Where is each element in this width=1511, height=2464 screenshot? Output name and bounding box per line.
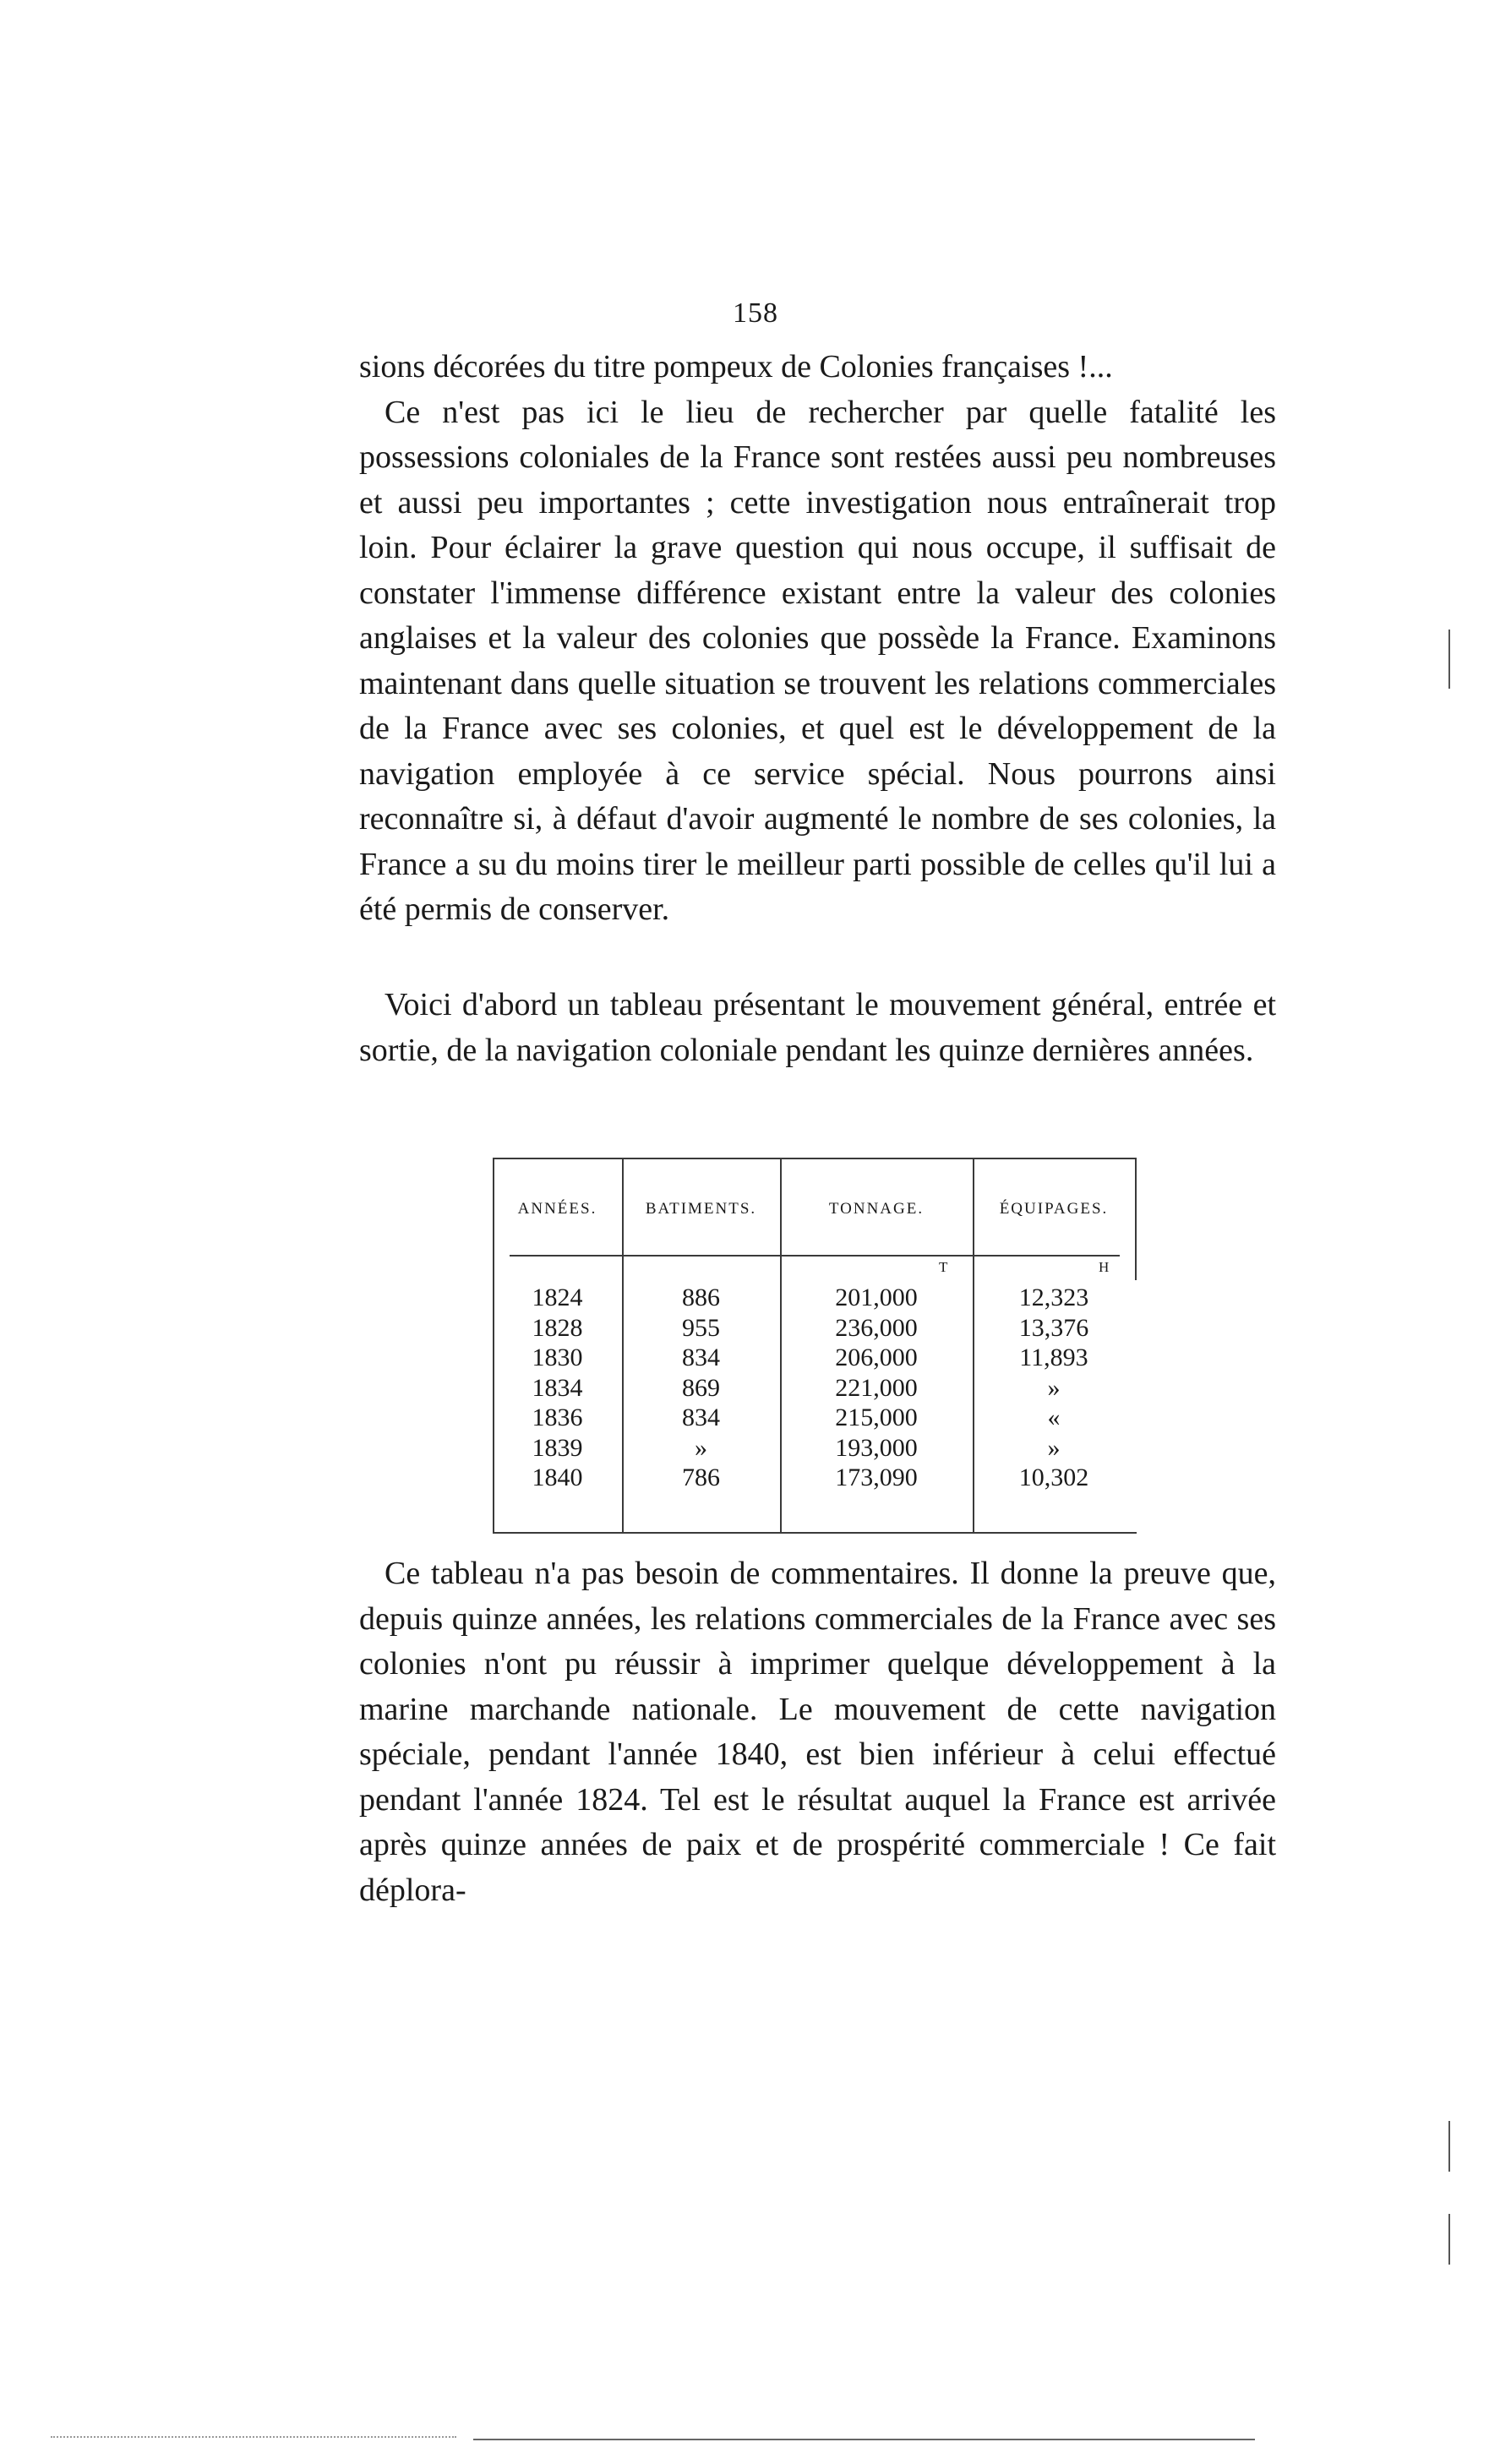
page-number: 158 bbox=[733, 297, 778, 329]
scan-edge-mark bbox=[1448, 2214, 1450, 2265]
cell-year: 1839 bbox=[532, 1433, 583, 1462]
paragraph-continuation: sions décorées du titre pompeux de Colonies françaises !... bbox=[359, 349, 1113, 384]
cell-ships: 834 bbox=[682, 1344, 720, 1371]
scan-edge-mark bbox=[1448, 2121, 1450, 2172]
column-tonnage bbox=[780, 1283, 973, 1493]
header-years: ANNÉES. bbox=[517, 1200, 597, 1218]
paragraph-table-intro: Voici d'abord un tableau présentant le mouvement général, entrée et sortie, de la navigation coloniale pendant les quinze dernières années. bbox=[359, 987, 1276, 1068]
cell-tonnage: 206,000 bbox=[835, 1344, 918, 1371]
cell-crews: 13,376 bbox=[1018, 1313, 1089, 1342]
paragraph-commentary: Ce tableau n'a pas besoin de commentaires. Il donne la preuve que, depuis quinze années, les relations commerciales de la France avec ses colonies n'ont pu réussir à imprimer quelque développement à la marine marchande nationale. Le mouvement de cette navigation spéciale, pendant l'année 1840, est bien inférieur à celui effectué pendant l'année 1824. Tel est le résultat auquel la France est arrivée après quinze années de paix et de prospérité commerciale ! Ce fait déplora- bbox=[359, 1556, 1276, 1908]
column-crews bbox=[973, 1283, 1135, 1493]
cell-ships: » bbox=[695, 1433, 707, 1462]
unit-tonnage: T bbox=[939, 1259, 948, 1275]
text-block-bottom bbox=[359, 1551, 1276, 1913]
paragraph-colonies-investigation: Ce n'est pas ici le lieu de rechercher par quelle fatalité les possessions coloniales de la France sont restées aussi peu nombreuses et aussi peu importantes ; cette investigation nous entraînerait trop loin. Pour éclairer la grave question qui nous occupe, il suffisait de constater l'immense différence existant entre la valeur des colonies anglaises et la valeur des colonies que possède la France. Examinons maintenant dans quelle situation se trouvent les relations commerciales de la France avec ses colonies, et quel est le développement de la navigation employée à ce service spécial. Nous pourrons ainsi reconnaître si, à défaut d'avoir augmenté le nombre de ses colonies, la France a su du moins tirer le meilleur parti possible de celles qu'il lui a été permis de conserver. bbox=[359, 394, 1276, 927]
table-rule-bottom bbox=[493, 1532, 1137, 1534]
table-rule-header bbox=[510, 1255, 1120, 1257]
text-block-intro-table bbox=[359, 983, 1276, 1073]
cell-year: 1824 bbox=[532, 1284, 583, 1311]
text-block-top bbox=[359, 345, 1276, 933]
cell-crews: « bbox=[1047, 1404, 1061, 1431]
column-years bbox=[493, 1283, 622, 1493]
cell-tonnage: 173,090 bbox=[835, 1464, 918, 1491]
scan-bottom-rule bbox=[473, 2439, 1255, 2440]
cell-crews: 10,302 bbox=[1018, 1464, 1089, 1491]
cell-ships: 886 bbox=[682, 1284, 720, 1311]
cell-year: 1830 bbox=[532, 1344, 583, 1371]
cell-crews: 12,323 bbox=[1018, 1284, 1089, 1311]
cell-tonnage: 221,000 bbox=[835, 1373, 918, 1402]
cell-year: 1840 bbox=[532, 1464, 583, 1491]
scan-bottom-dots bbox=[51, 2436, 456, 2438]
cell-crews: » bbox=[1047, 1373, 1061, 1402]
cell-ships: 869 bbox=[682, 1373, 720, 1402]
header-ships: BATIMENTS. bbox=[645, 1200, 757, 1218]
cell-year: 1828 bbox=[532, 1313, 583, 1342]
cell-ships: 786 bbox=[682, 1464, 720, 1491]
cell-crews: » bbox=[1047, 1433, 1061, 1462]
unit-crews: H bbox=[1099, 1259, 1110, 1275]
navigation-table bbox=[493, 1158, 1137, 1534]
cell-tonnage: 201,000 bbox=[835, 1284, 918, 1311]
cell-crews: 11,893 bbox=[1019, 1344, 1088, 1371]
cell-tonnage: 215,000 bbox=[835, 1404, 918, 1431]
header-crews: ÉQUIPAGES. bbox=[999, 1200, 1109, 1218]
table-rule-top bbox=[493, 1158, 1137, 1159]
cell-ships: 834 bbox=[682, 1404, 720, 1431]
cell-tonnage: 193,000 bbox=[835, 1433, 918, 1462]
cell-year: 1834 bbox=[532, 1373, 583, 1402]
cell-ships: 955 bbox=[682, 1313, 720, 1342]
cell-tonnage: 236,000 bbox=[835, 1313, 918, 1342]
column-ships bbox=[622, 1283, 780, 1493]
table-rule-right bbox=[1135, 1158, 1137, 1280]
scan-edge-mark bbox=[1448, 630, 1450, 689]
cell-year: 1836 bbox=[532, 1404, 583, 1431]
header-tonnage: TONNAGE. bbox=[828, 1200, 925, 1218]
